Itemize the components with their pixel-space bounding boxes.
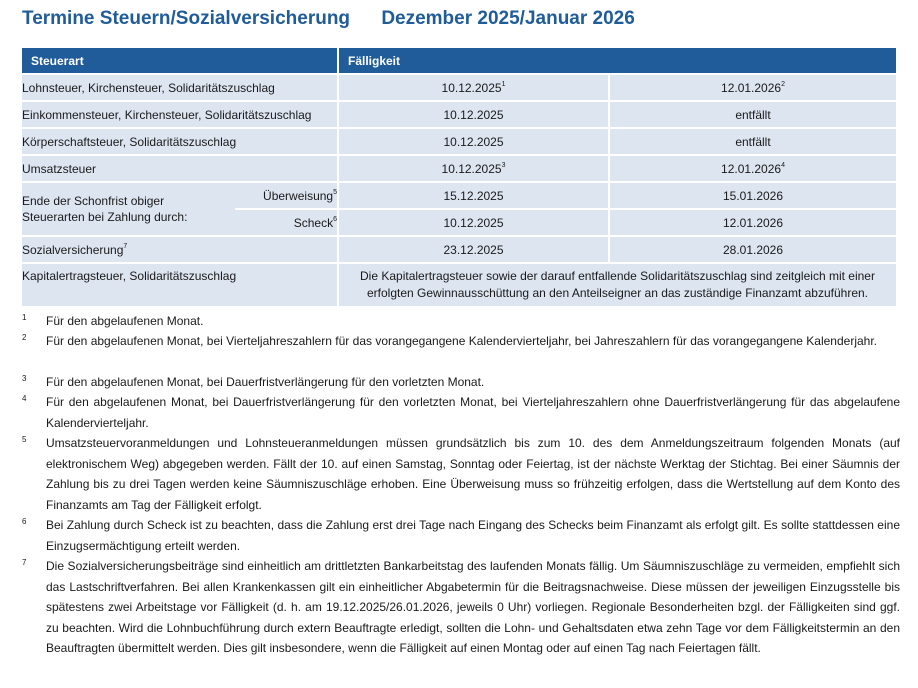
- date-jan: 12.01.2026$^2$: [608, 75, 896, 100]
- date-dec: 15.12.2025: [337, 183, 608, 208]
- row-label-ust: Umsatzsteuer: [22, 156, 337, 181]
- table-row: [22, 183, 896, 208]
- date-jan: entfällt: [608, 102, 896, 127]
- footnote-7: 7 Die Sozialversicherungsbeiträge sind einheitlich am drittletzten Bankarbeitstag des laufenden Monats fällig. Um Säumniszuschläge zu vermeiden, empfiehlt sich das Lastschriftverfahren. Bei allen Krankenkassen gilt ein einheitlicher Abgabetermin für die Beitragsnachweise. Diese müssen der jeweiligen Einzugsstelle bis spätestens zwei Arbeitstage vor Fälligkeit (d. h. am 19.12.2025/26.01.2026, jeweils 0 Uhr) vorliegen. Regionale Besonderheiten bzgl. der Fälligkeiten sind ggf. zu beachten. Wird die Lohnbuchführung durch extern Beauftragte erledigt, sollten die Lohn- und Gehaltsdaten etwa zehn Tage vor dem Fälligkeitstermin an den Beauftragten übermittelt werden. Dies gilt insbesondere, wenn die Fälligkeit auf einen Montag oder auf einen Tag nach Feiertagen fällt.: [22, 558, 900, 656]
- table-row: [22, 156, 896, 181]
- date-jan: 15.01.2026: [608, 183, 896, 208]
- table-row: [22, 75, 896, 100]
- table-row: [22, 102, 896, 127]
- table-row: [22, 237, 896, 262]
- table-row: [22, 264, 896, 306]
- date-dec: 10.12.2025: [337, 210, 608, 235]
- date-dec: 10.12.2025$^3$: [337, 156, 608, 181]
- date-jan: 12.01.2026$^4$: [608, 156, 896, 181]
- row-label-koerp: Körperschaftsteuer, Solidaritätszuschlag: [22, 129, 337, 154]
- date-jan: 12.01.2026: [608, 210, 896, 235]
- row-label-kapital: Kapitalertragsteuer, Solidaritätszuschlag: [22, 264, 337, 306]
- header-faelligkeit: Fälligkeit: [337, 48, 896, 73]
- title-left: Termine Steuern/Sozialversicherung: [22, 8, 351, 29]
- title-right: Dezember 2025/Januar 2026: [381, 8, 635, 29]
- row-label-eink: Einkommensteuer, Kirchensteuer, Solidaritätszuschlag: [22, 102, 337, 127]
- row-label-lohn: Lohnsteuer, Kirchensteuer, Solidaritätszuschlag: [22, 75, 337, 100]
- kapital-note: Die Kapitalertragsteuer sowie der darauf entfallende Solidaritätszuschlag sind zeitgleich mit einer erfolgten Gewinnausschüttung an den Anteilseigner an das zuständige Finanzamt abzuführen.: [337, 264, 896, 306]
- sub-label-scheck: Scheck$^6$: [235, 210, 337, 235]
- footnote-6: 6 Bei Zahlung durch Scheck ist zu beachten, dass die Zahlung erst drei Tage nach Eingang des Schecks beim Finanzamt als erfolgt gilt. Es sollte stattdessen eine Einzugsermächtigung erteilt werden.: [22, 517, 900, 553]
- header-steuerart: Steuerart: [22, 48, 337, 73]
- footnote-2: 2 Für den abgelaufenen Monat, bei Vierteljahreszahlern für das vorangegangene Kalendervierteljahr, bei Jahreszahlern für das vorangegangene Kalenderjahr.: [22, 333, 878, 348]
- date-dec: 10.12.2025$^1$: [337, 75, 608, 100]
- sub-label-ueberweisung: Überweisung$^5$: [235, 183, 337, 208]
- date-dec: 10.12.2025: [337, 102, 608, 127]
- footnote-4: 4 Für den abgelaufenen Monat, bei Dauerfristverlängerung für den vorletzten Monat, bei Vierteljahreszahlern ohne Dauerfristverlängerung für das abgelaufene Kalendervierteljahr.: [22, 394, 900, 430]
- date-jan: 28.01.2026: [608, 237, 896, 262]
- date-jan: entfällt: [608, 129, 896, 154]
- date-dec: 23.12.2025: [337, 237, 608, 262]
- row-label-schonfrist: Ende der Schonfrist obiger Steuerarten bei Zahlung durch:: [22, 183, 235, 235]
- row-label-sozial: Sozialversicherung$^7$: [22, 237, 337, 262]
- footnote-1: 1 Für den abgelaufenen Monat.: [22, 313, 204, 328]
- tax-dates-table: [22, 48, 896, 306]
- footnote-5: 5 Umsatzsteuervoranmeldungen und Lohnsteueranmeldungen müssen grundsätzlich bis zum 10. des dem Anmeldungszeitraum folgenden Monats (auf elektronischem Weg) abgegeben werden. Fällt der 10. auf einen Samstag, Sonntag oder Feiertag, ist der nächste Werktag der Stichtag. Bei einer Säumnis der Zahlung bis zu drei Tagen werden keine Säumniszuschläge erhoben. Eine Überweisung muss so frühzeitig erfolgen, dass die Wertstellung auf dem Konto des Finanzamts am Tag der Fälligkeit erfolgt.: [22, 435, 900, 512]
- date-dec: 10.12.2025: [337, 129, 608, 154]
- footnote-3: 3 Für den abgelaufenen Monat, bei Dauerfristverlängerung für den vorletzten Monat.: [22, 374, 485, 389]
- page-title: [22, 8, 635, 30]
- table-header-row: [22, 48, 896, 73]
- table-row: [22, 129, 896, 154]
